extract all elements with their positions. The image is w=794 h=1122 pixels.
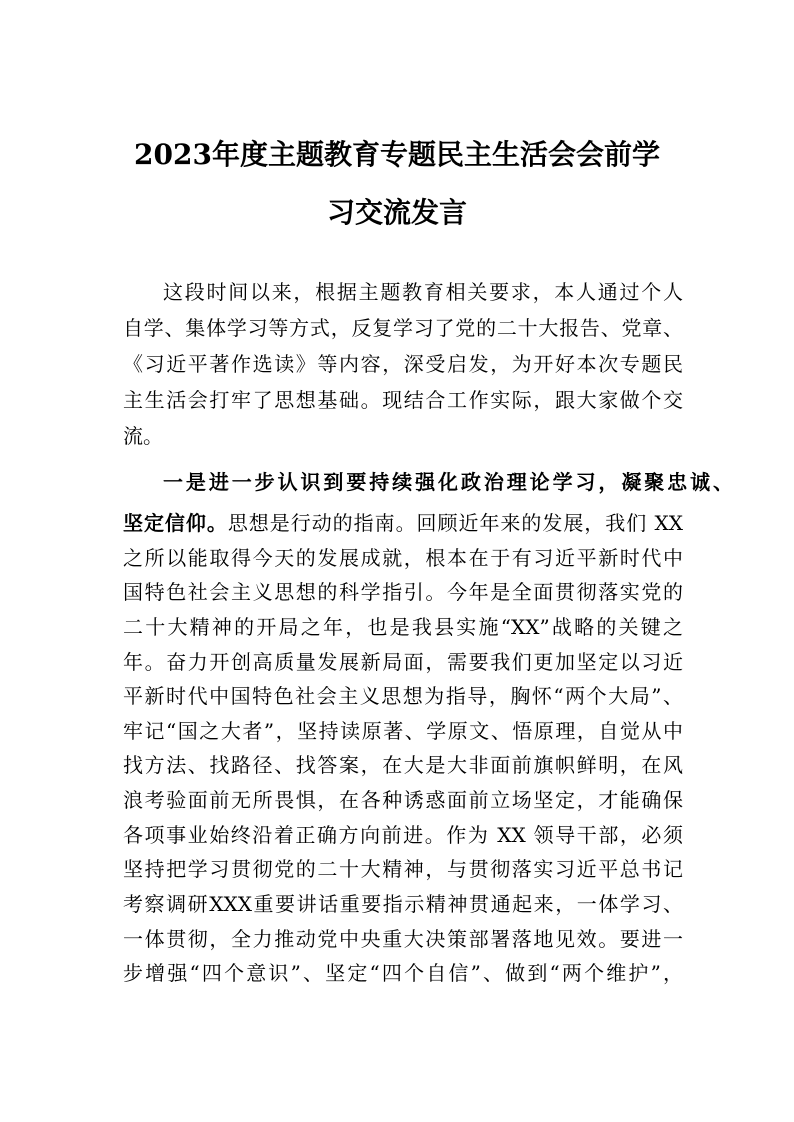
paragraph-line: 坚持把学习贯彻党的二十大精神，与贯彻落实习近平总书记 <box>123 857 683 881</box>
paragraph-line: 流。 <box>123 424 163 448</box>
paragraph-line: 这段时间以来，根据主题教育相关要求，本人通过个人 <box>163 280 683 304</box>
section-heading-continuation: 坚定信仰。 <box>123 511 228 535</box>
paragraph-line: 牢记“国之大者”，坚持读原著、学原文、悟原理，自觉从中 <box>123 719 683 743</box>
paragraph-line: 主生活会打牢了思想基础。现结合工作实际，跟大家做个交 <box>123 388 683 412</box>
paragraph-line: 自学、集体学习等方式，反复学习了党的二十大报告、党章、 <box>123 316 683 340</box>
paragraph-line: 浪考验面前无所畏惧，在各种诱惑面前立场坚定，才能确保 <box>123 788 683 812</box>
paragraph-text: 思想是行动的指南。回顾近年来的发展，我们 XX <box>227 511 683 535</box>
paragraph-line: 找方法、找路径、找答案，在大是大非面前旗帜鲜明，在风 <box>123 753 683 777</box>
paragraph-line <box>123 508 683 538</box>
paragraph-line: 《习近平著作选读》等内容，深受启发，为开好本次专题民 <box>123 352 683 376</box>
document-title-line-1: 2023年度主题教育专题民主生活会会前学 <box>134 138 660 171</box>
paragraph-line: 二十大精神的开局之年，也是我县实施“XX”战略的关键之 <box>123 615 683 639</box>
paragraph-line: 各项事业始终沿着正确方向前进。作为 XX 领导干部，必须 <box>123 823 683 847</box>
paragraph-line: 平新时代中国特色社会主义思想为指导，胸怀“两个大局”、 <box>123 684 683 708</box>
paragraph-line: 步增强“四个意识”、坚定“四个自信”、做到“两个维护”， <box>123 961 683 985</box>
paragraph-line: 之所以能取得今天的发展成就，根本在于有习近平新时代中 <box>123 546 683 570</box>
paragraph-line: 考察调研XXX重要讲话重要指示精神贯通起来，一体学习、 <box>123 892 683 916</box>
document-title-line-2: 习交流发言 <box>326 196 467 229</box>
paragraph-line: 国特色社会主义思想的科学指引。今年是全面贯彻落实党的 <box>123 580 683 604</box>
paragraph-line: 一体贯彻，全力推动党中央重大决策部署落地见效。要进一 <box>123 927 683 951</box>
section-heading: 一是进一步认识到要持续强化政治理论学习，凝聚忠诚、 <box>163 470 733 494</box>
paragraph-line: 年。奋力开创高质量发展新局面，需要我们更加坚定以习近 <box>123 650 683 674</box>
